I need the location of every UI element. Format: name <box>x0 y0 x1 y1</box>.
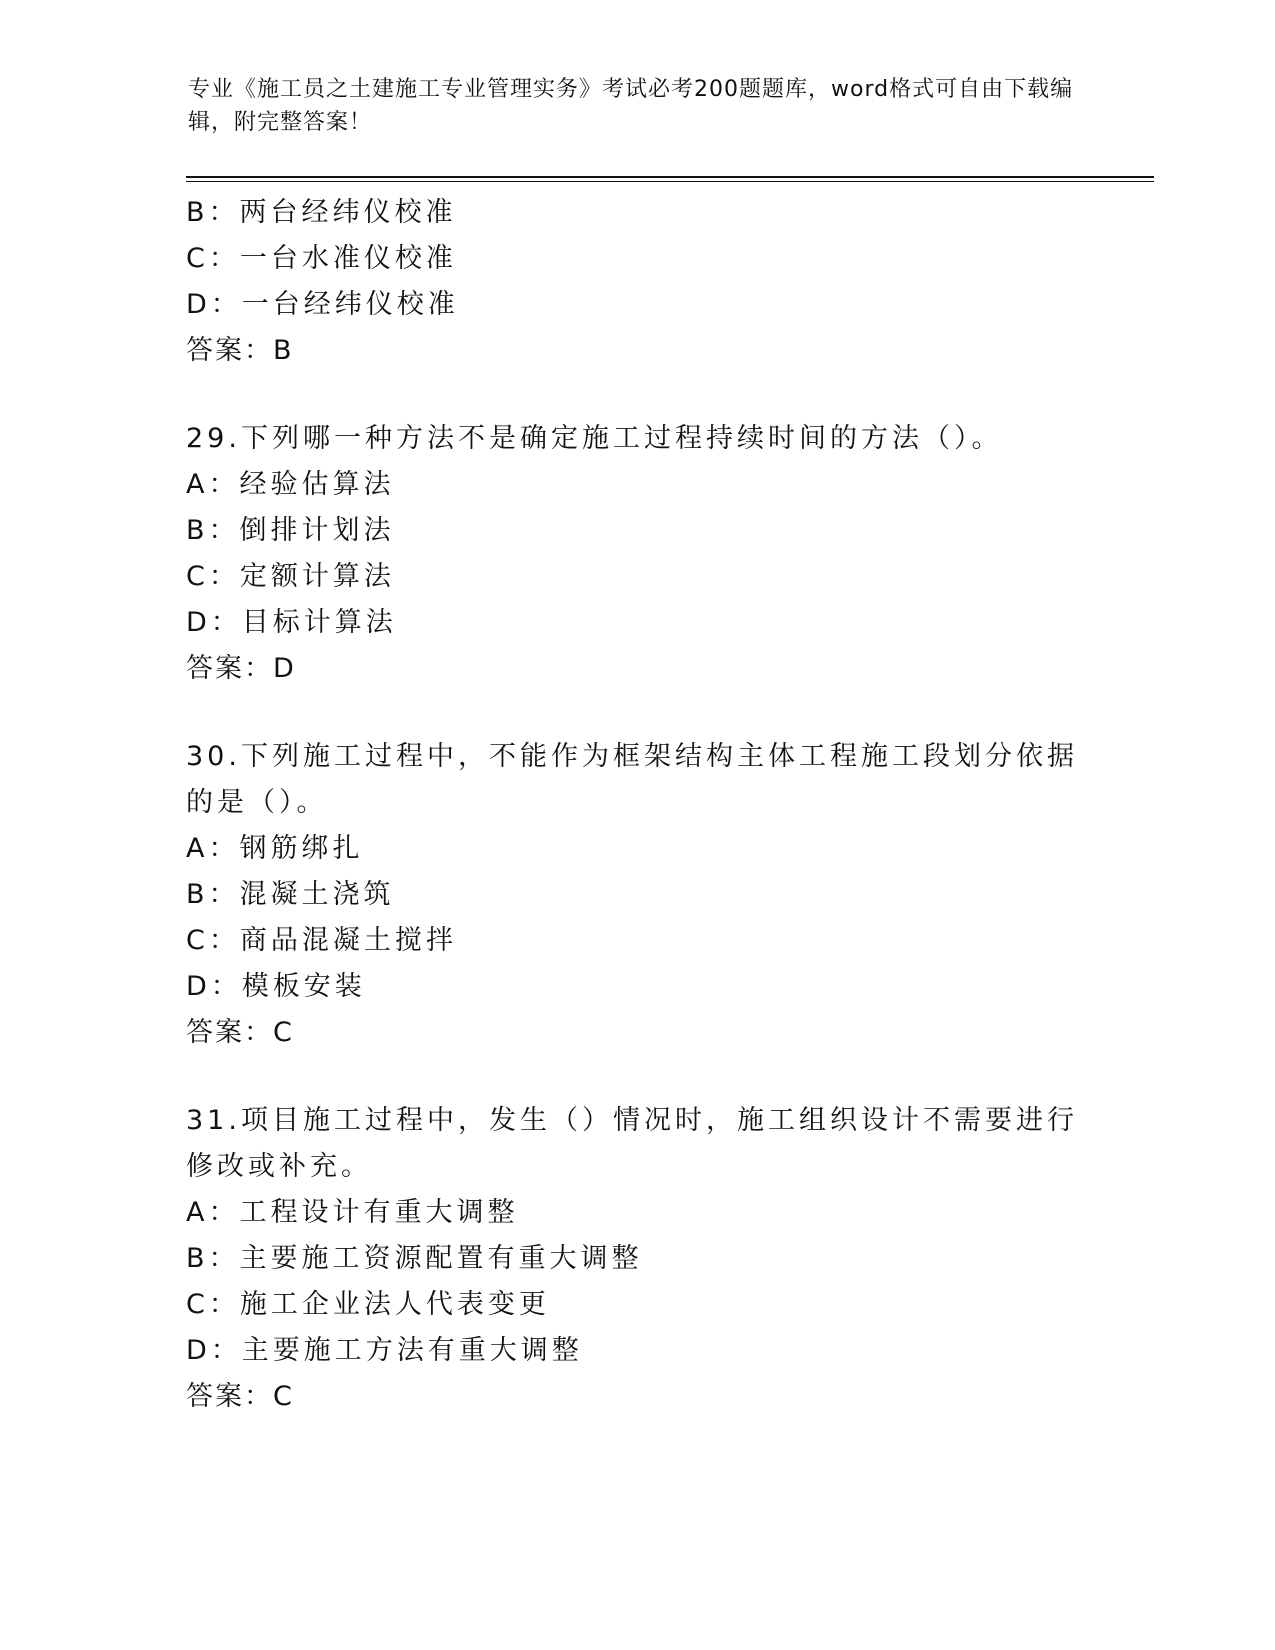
answer: 答案：C <box>186 1017 294 1048</box>
option-b: B：主要施工资源配置有重大调整 <box>186 1243 643 1274</box>
option-b: B：混凝土浇筑 <box>186 879 395 910</box>
option-d: D：目标计算法 <box>186 607 397 638</box>
question-stem: 29.下列哪一种方法不是确定施工过程持续时间的方法（）。 <box>186 423 1003 454</box>
option-c: C：一台水准仪校准 <box>186 243 457 274</box>
question-29 <box>186 416 1086 692</box>
header-divider <box>186 176 1154 182</box>
document-header: 专业《施工员之土建施工专业管理实务》考试必考200题题库，word格式可自由下载编辑，附完整答案！ <box>188 77 1074 135</box>
option-b: B：倒排计划法 <box>186 515 395 546</box>
answer: 答案：B <box>186 335 294 366</box>
question-31 <box>186 1098 1086 1420</box>
option-c: C：商品混凝土搅拌 <box>186 925 457 956</box>
option-b: B：两台经纬仪校准 <box>186 197 457 228</box>
option-c: C：定额计算法 <box>186 561 395 592</box>
question-stem: 30.下列施工过程中，不能作为框架结构主体工程施工段划分依据的是（）。 <box>186 741 1078 818</box>
option-d: D：一台经纬仪校准 <box>186 289 459 320</box>
option-c: C：施工企业法人代表变更 <box>186 1289 550 1320</box>
question-list <box>186 190 1086 1420</box>
option-a: A：钢筋绑扎 <box>186 833 364 864</box>
question-stem: 31.项目施工过程中，发生（）情况时，施工组织设计不需要进行修改或补充。 <box>186 1105 1078 1182</box>
option-a: A：工程设计有重大调整 <box>186 1197 519 1228</box>
answer: 答案：D <box>186 653 296 684</box>
answer: 答案：C <box>186 1381 294 1412</box>
option-d: D：主要施工方法有重大调整 <box>186 1335 583 1366</box>
previous-question-tail <box>186 190 1086 374</box>
option-a: A：经验估算法 <box>186 469 395 500</box>
question-30 <box>186 734 1086 1056</box>
option-d: D：模板安装 <box>186 971 366 1002</box>
